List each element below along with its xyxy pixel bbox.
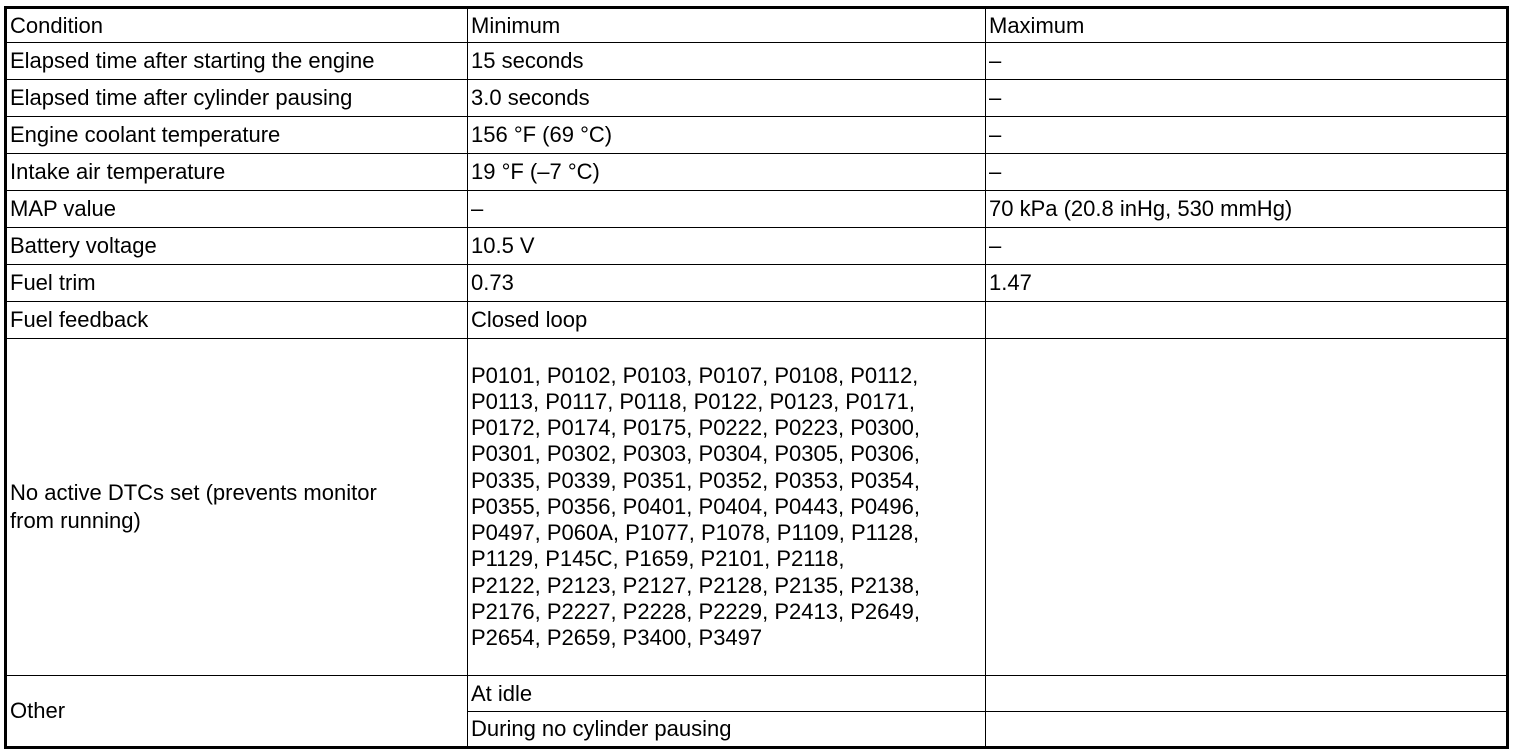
- cell-maximum: –: [986, 117, 1508, 154]
- dtc-code-line: P2122, P2123, P2127, P2128, P2135, P2138,: [471, 572, 920, 598]
- cell-condition: Intake air temperature: [6, 154, 468, 191]
- cell-minimum: 156 °F (69 °C): [468, 117, 986, 154]
- table-row: [6, 80, 1508, 117]
- cell-maximum: [986, 712, 1508, 748]
- dtc-code-list: [468, 339, 986, 676]
- cell-minimum: 19 °F (–7 °C): [468, 154, 986, 191]
- table-row: [6, 43, 1508, 80]
- header-minimum: Minimum: [468, 8, 986, 43]
- table-row: [6, 117, 1508, 154]
- cell-minimum: Closed loop: [468, 302, 986, 339]
- dtc-code-line: P0301, P0302, P0303, P0304, P0305, P0306,: [471, 441, 920, 467]
- cell-minimum: 0.73: [468, 265, 986, 302]
- cell-maximum: –: [986, 43, 1508, 80]
- header-maximum: Maximum: [986, 8, 1508, 43]
- cell-maximum: [986, 676, 1508, 712]
- cell-maximum: –: [986, 154, 1508, 191]
- dtc-row: [6, 339, 1508, 676]
- cell-maximum: [986, 339, 1508, 676]
- cell-condition: Engine coolant temperature: [6, 117, 468, 154]
- dtc-code-line: P0355, P0356, P0401, P0404, P0443, P0496,: [471, 493, 920, 519]
- dtc-condition-line: from running): [10, 508, 141, 533]
- cell-condition: Fuel trim: [6, 265, 468, 302]
- dtc-condition-line: No active DTCs set (prevents monitor: [10, 480, 377, 505]
- cell-maximum: [986, 302, 1508, 339]
- table-header-row: [6, 8, 1508, 43]
- dtc-code-line: P0113, P0117, P0118, P0122, P0123, P0171,: [471, 389, 916, 415]
- cell-maximum: 1.47: [986, 265, 1508, 302]
- dtc-code-line: P1129, P145C, P1659, P2101, P2118,: [471, 546, 845, 572]
- cell-condition: [6, 339, 468, 676]
- conditions-table: [4, 6, 1509, 749]
- dtc-code-line: P0497, P060A, P1077, P1078, P1109, P1128,: [471, 520, 920, 546]
- cell-condition: Other: [6, 676, 468, 748]
- table-row: [6, 154, 1508, 191]
- cell-minimum: –: [468, 191, 986, 228]
- table-row: [6, 265, 1508, 302]
- cell-condition: MAP value: [6, 191, 468, 228]
- cell-condition: Battery voltage: [6, 228, 468, 265]
- cell-minimum: 15 seconds: [468, 43, 986, 80]
- table-row: [6, 228, 1508, 265]
- table-row: [6, 191, 1508, 228]
- cell-maximum: –: [986, 80, 1508, 117]
- dtc-code-line: P0101, P0102, P0103, P0107, P0108, P0112,: [471, 362, 919, 388]
- cell-condition: Fuel feedback: [6, 302, 468, 339]
- table-row: [6, 302, 1508, 339]
- dtc-code-line: P2654, P2659, P3400, P3497: [471, 624, 763, 650]
- cell-condition: Elapsed time after starting the engine: [6, 43, 468, 80]
- cell-minimum: During no cylinder pausing: [468, 712, 986, 748]
- dtc-code-line: P0172, P0174, P0175, P0222, P0223, P0300,: [471, 415, 920, 441]
- other-row: [6, 676, 1508, 712]
- dtc-code-line: P2176, P2227, P2228, P2229, P2413, P2649,: [471, 598, 920, 624]
- cell-minimum: 10.5 V: [468, 228, 986, 265]
- cell-maximum: 70 kPa (20.8 inHg, 530 mmHg): [986, 191, 1508, 228]
- dtc-code-line: P0335, P0339, P0351, P0352, P0353, P0354,: [471, 467, 920, 493]
- header-condition: Condition: [6, 8, 468, 43]
- cell-maximum: –: [986, 228, 1508, 265]
- cell-minimum: 3.0 seconds: [468, 80, 986, 117]
- cell-condition: Elapsed time after cylinder pausing: [6, 80, 468, 117]
- cell-minimum: At idle: [468, 676, 986, 712]
